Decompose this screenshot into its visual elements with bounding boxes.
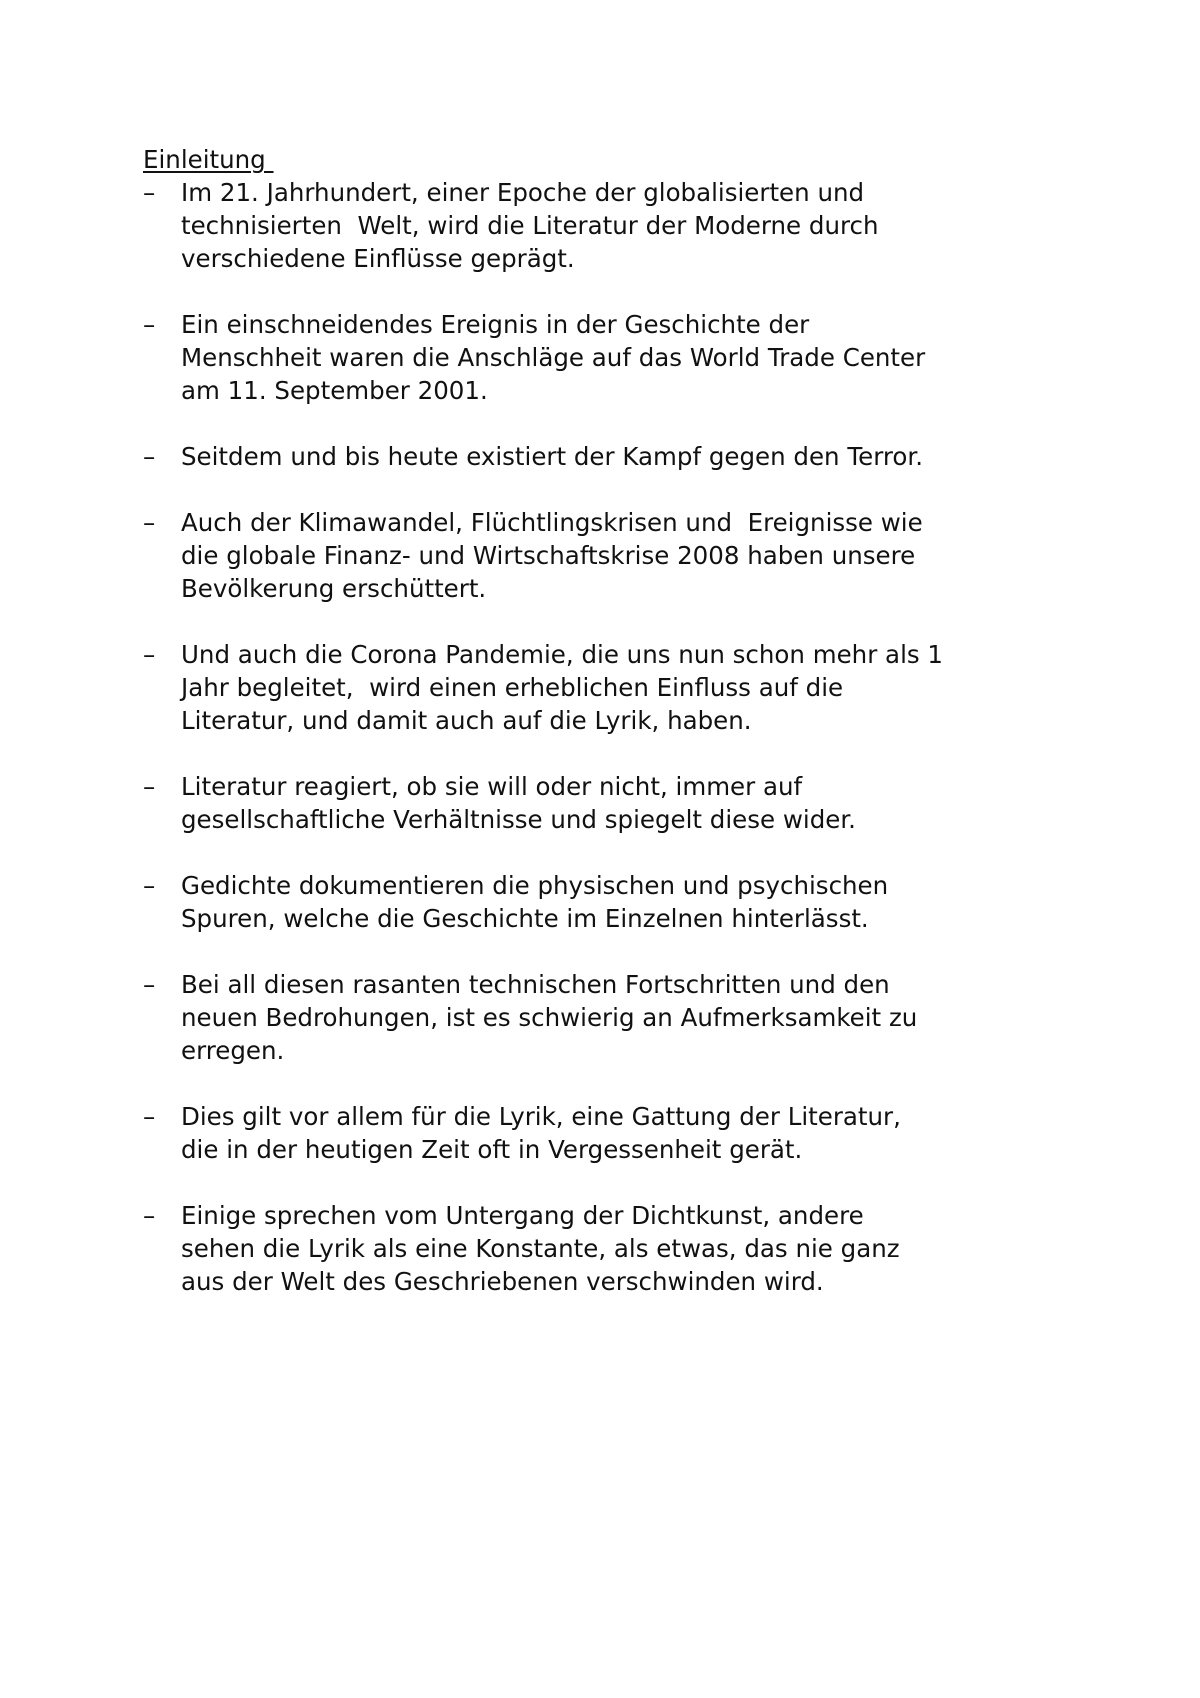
bullet-item [143, 869, 1083, 935]
bullet-text-line: Bevölkerung erschüttert. [181, 574, 487, 603]
bullet-text-line: die in der heutigen Zeit oft in Vergessenheit gerät. [181, 1135, 803, 1164]
bullet-item [143, 1199, 1083, 1298]
section-heading: Einleitung [143, 145, 274, 174]
bullet-text-line: Im 21. Jahrhundert, einer Epoche der globalisierten und [181, 178, 865, 207]
bullet-text-line: neuen Bedrohungen, ist es schwierig an Aufmerksamkeit zu [181, 1003, 918, 1032]
bullet-text-line: Literatur, und damit auch auf die Lyrik, haben. [181, 706, 752, 735]
bullet-item [143, 308, 1083, 407]
bullet-list [143, 176, 1083, 1298]
bullet-text-line: Spuren, welche die Geschichte im Einzelnen hinterlässt. [181, 904, 869, 933]
bullet-text-line: verschiedene Einflüsse geprägt. [181, 244, 575, 273]
document-body [143, 143, 1083, 1298]
bullet-item [143, 770, 1083, 836]
bullet-text-line: die globale Finanz- und Wirtschaftskrise 2008 haben unsere [181, 541, 916, 570]
bullet-dash: – [143, 442, 156, 471]
bullet-item [143, 1100, 1083, 1166]
bullet-dash: – [143, 310, 156, 339]
bullet-text-line: am 11. September 2001. [181, 376, 488, 405]
bullet-item [143, 638, 1083, 737]
bullet-text-line: Gedichte dokumentieren die physischen und psychischen [181, 871, 889, 900]
bullet-dash: – [143, 178, 156, 207]
bullet-text-line: Jahr begleitet, wird einen erheblichen Einfluss auf die [181, 673, 844, 702]
bullet-dash: – [143, 1102, 156, 1131]
bullet-text-line: aus der Welt des Geschriebenen verschwinden wird. [181, 1267, 824, 1296]
bullet-text-line: Einige sprechen vom Untergang der Dichtkunst, andere [181, 1201, 864, 1230]
bullet-text-line: gesellschaftliche Verhältnisse und spiegelt diese wider. [181, 805, 856, 834]
bullet-item [143, 440, 1083, 473]
bullet-item [143, 176, 1083, 275]
bullet-text-line: Bei all diesen rasanten technischen Fortschritten und den [181, 970, 890, 999]
bullet-text-line: technisierten Welt, wird die Literatur der Moderne durch [181, 211, 879, 240]
bullet-item [143, 506, 1083, 605]
bullet-dash: – [143, 871, 156, 900]
bullet-text-line: Literatur reagiert, ob sie will oder nicht, immer auf [181, 772, 803, 801]
bullet-dash: – [143, 508, 156, 537]
bullet-text-line: erregen. [181, 1036, 285, 1065]
bullet-dash: – [143, 1201, 156, 1230]
bullet-text-line: Seitdem und bis heute existiert der Kampf gegen den Terror. [181, 442, 924, 471]
bullet-dash: – [143, 970, 156, 999]
bullet-text-line: sehen die Lyrik als eine Konstante, als etwas, das nie ganz [181, 1234, 900, 1263]
bullet-item [143, 968, 1083, 1067]
bullet-dash: – [143, 640, 156, 669]
bullet-text-line: Dies gilt vor allem für die Lyrik, eine Gattung der Literatur, [181, 1102, 901, 1131]
bullet-dash: – [143, 772, 156, 801]
bullet-text-line: Ein einschneidendes Ereignis in der Geschichte der [181, 310, 810, 339]
bullet-text-line: Auch der Klimawandel, Flüchtlingskrisen und Ereignisse wie [181, 508, 923, 537]
bullet-text-line: Und auch die Corona Pandemie, die uns nun schon mehr als 1 [181, 640, 944, 669]
bullet-text-line: Menschheit waren die Anschläge auf das World Trade Center [181, 343, 926, 372]
